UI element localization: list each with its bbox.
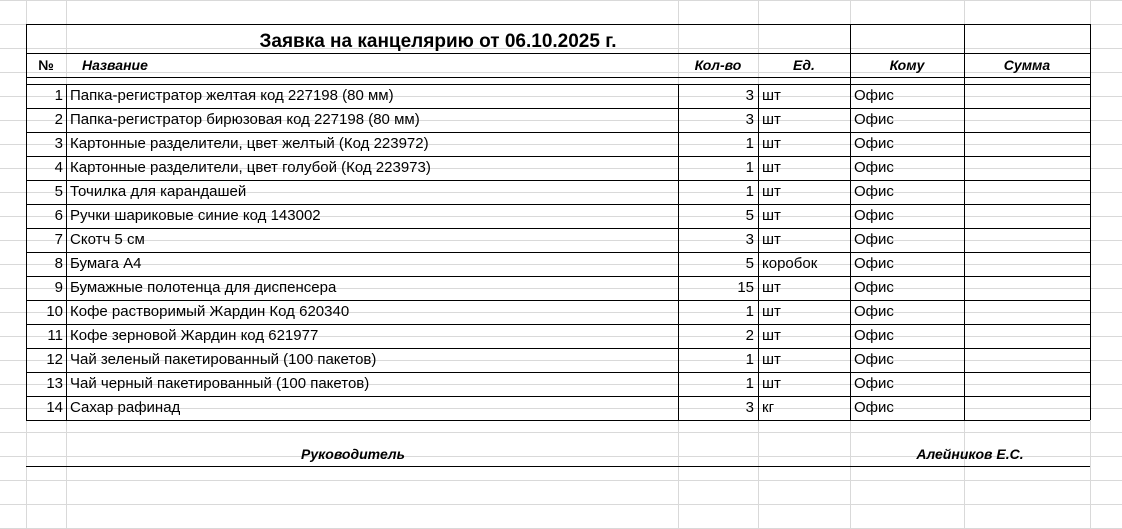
- item-unit: шт: [762, 375, 781, 392]
- item-name: Бумажные полотенца для диспенсера: [70, 279, 337, 296]
- grid-row-line: [0, 0, 1122, 1]
- row-number: 13: [46, 375, 63, 392]
- table-right-border: [1090, 24, 1091, 420]
- item-recipient: Офис: [854, 183, 894, 200]
- item-unit: шт: [762, 111, 781, 128]
- item-name: Сахар рафинад: [70, 399, 181, 416]
- item-quantity: 1: [745, 303, 754, 320]
- row-number: 5: [54, 183, 63, 200]
- item-recipient: Офис: [854, 399, 894, 416]
- row-number: 7: [54, 231, 63, 248]
- item-name: Бумага А4: [70, 255, 142, 272]
- row-number: 2: [54, 111, 63, 128]
- grid-row-line: [0, 504, 1122, 505]
- item-recipient: Офис: [854, 207, 894, 224]
- item-name: Папка-регистратор желтая код 227198 (80 мм): [70, 87, 394, 104]
- item-quantity: 5: [745, 207, 754, 224]
- item-quantity: 1: [745, 183, 754, 200]
- header-quantity: Кол-во: [694, 57, 742, 73]
- grid-row-line: [0, 480, 1122, 481]
- item-quantity: 1: [745, 159, 754, 176]
- header-name: Название: [82, 57, 148, 73]
- item-unit: шт: [762, 279, 781, 296]
- item-name: Скотч 5 см: [70, 231, 145, 248]
- item-name: Картонные разделители, цвет голубой (Код 223973): [70, 159, 431, 176]
- item-unit: шт: [762, 207, 781, 224]
- row-number: 1: [54, 87, 63, 104]
- item-unit: шт: [762, 303, 781, 320]
- item-quantity: 3: [745, 111, 754, 128]
- item-name: Папка-регистратор бирюзовая код 227198 (80 мм): [70, 111, 420, 128]
- item-name: Ручки шариковые синие код 143002: [70, 207, 321, 224]
- item-unit: шт: [762, 351, 781, 368]
- item-quantity: 2: [745, 327, 754, 344]
- item-recipient: Офис: [854, 327, 894, 344]
- item-recipient: Офис: [854, 255, 894, 272]
- signature-underline: [26, 466, 1090, 467]
- item-quantity: 1: [745, 351, 754, 368]
- item-name: Кофе растворимый Жардин Код 620340: [70, 303, 350, 320]
- item-recipient: Офис: [854, 87, 894, 104]
- signature-role: Руководитель: [301, 446, 405, 462]
- item-quantity: 1: [745, 375, 754, 392]
- item-quantity: 15: [737, 279, 754, 296]
- header-sum: Сумма: [1003, 57, 1051, 73]
- item-unit: шт: [762, 231, 781, 248]
- row-number: 4: [54, 159, 63, 176]
- document-title: Заявка на канцелярию от 06.10.2025 г.: [259, 31, 617, 52]
- item-name: Чай черный пакетированный (100 пакетов): [70, 375, 370, 392]
- item-name: Чай зеленый пакетированный (100 пакетов): [70, 351, 377, 368]
- header-bottom-border: [26, 77, 1090, 78]
- item-quantity: 3: [745, 87, 754, 104]
- item-unit: шт: [762, 183, 781, 200]
- item-unit: шт: [762, 135, 781, 152]
- row-number: 9: [54, 279, 63, 296]
- item-unit: кг: [762, 399, 775, 416]
- item-quantity: 3: [745, 231, 754, 248]
- item-recipient: Офис: [854, 303, 894, 320]
- row-number: 14: [46, 399, 63, 416]
- row-border: [26, 420, 1090, 421]
- row-number: 3: [54, 135, 63, 152]
- row-number: 12: [46, 351, 63, 368]
- row-number: 8: [54, 255, 63, 272]
- row-number: 10: [46, 303, 63, 320]
- grid-row-line: [0, 432, 1122, 433]
- item-quantity: 5: [745, 255, 754, 272]
- item-quantity: 3: [745, 399, 754, 416]
- item-recipient: Офис: [854, 111, 894, 128]
- item-name: Кофе зерновой Жардин код 621977: [70, 327, 319, 344]
- item-recipient: Офис: [854, 279, 894, 296]
- item-recipient: Офис: [854, 159, 894, 176]
- item-recipient: Офис: [854, 135, 894, 152]
- item-unit: коробок: [762, 255, 818, 272]
- item-unit: шт: [762, 87, 781, 104]
- header-number: №: [38, 57, 54, 73]
- item-unit: шт: [762, 159, 781, 176]
- item-recipient: Офис: [854, 231, 894, 248]
- item-unit: шт: [762, 327, 781, 344]
- item-recipient: Офис: [854, 351, 894, 368]
- table-top-border: [26, 24, 1090, 25]
- item-quantity: 1: [745, 135, 754, 152]
- row-number: 6: [54, 207, 63, 224]
- item-name: Картонные разделители, цвет желтый (Код 223972): [70, 135, 429, 152]
- signature-person: Алейников Е.С.: [916, 446, 1024, 462]
- header-unit: Ед.: [793, 57, 815, 73]
- row-number: 11: [47, 327, 63, 344]
- header-recipient: Кому: [889, 57, 925, 73]
- item-name: Точилка для карандашей: [70, 183, 247, 200]
- item-recipient: Офис: [854, 375, 894, 392]
